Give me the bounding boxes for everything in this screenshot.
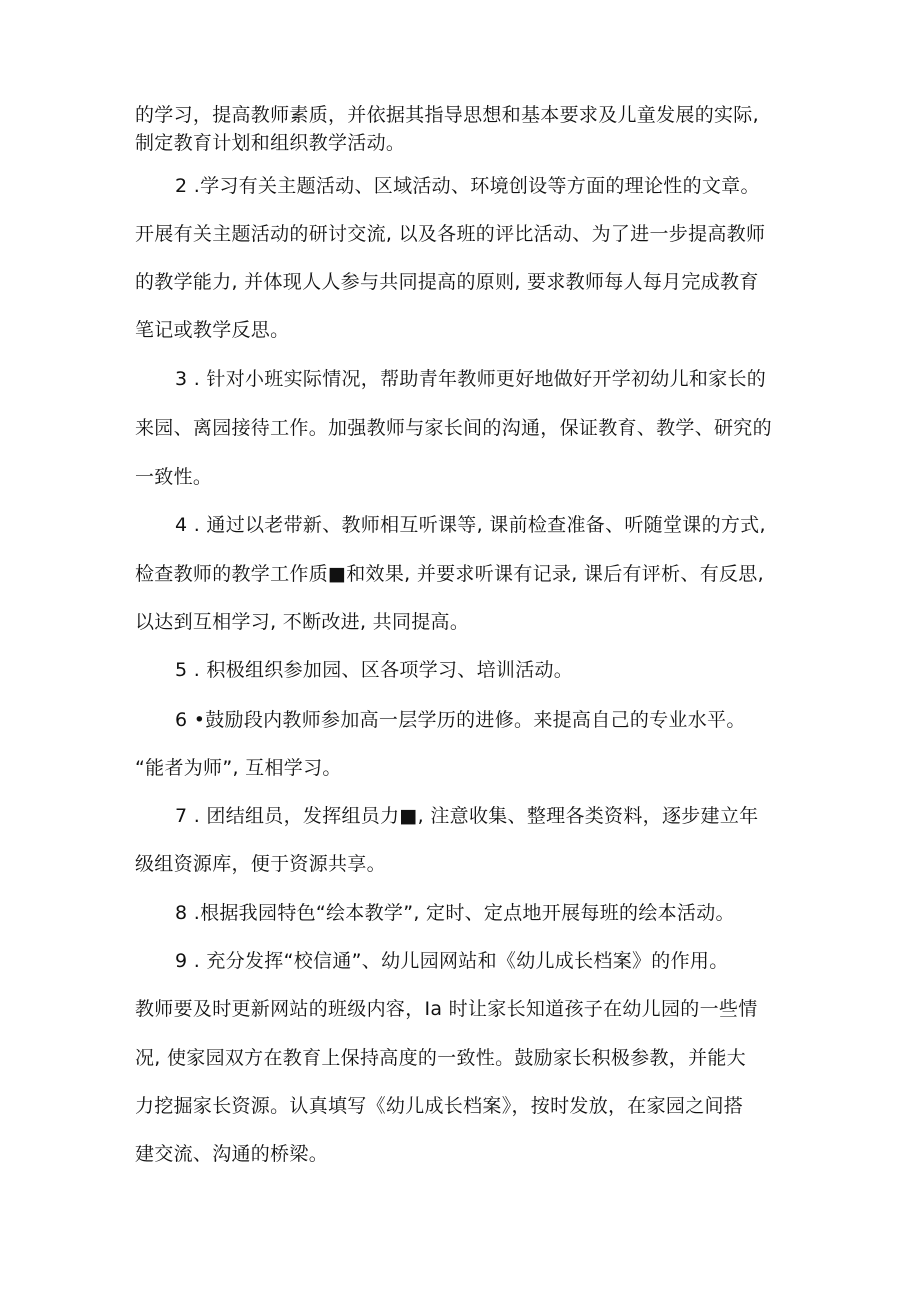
- paragraph-line: 的学习，提高教师素质，并依据其指导思想和基本要求及儿童发展的实际,: [135, 104, 759, 126]
- paragraph-line: 4 . 通过以老带新、教师相互听课等, 课前检查准备、听随堂课的方式,: [175, 514, 766, 536]
- paragraph-line: 3 . 针对小班实际情况，帮助青年教师更好地做好开学初幼儿和家长的: [175, 368, 767, 390]
- paragraph-line: 建交流、沟通的桥梁。: [135, 1143, 329, 1165]
- paragraph-line: 7 . 团结组员，发挥组员力■, 注意收集、整理各类资料，逐步建立年: [175, 805, 759, 827]
- paragraph-line: 的教学能力, 并体现人人参与共同提高的原则, 要求教师每人每月完成教育: [135, 271, 759, 293]
- paragraph-line: “能者为师”, 互相学习。: [135, 757, 342, 779]
- paragraph-line: 笔记或教学反思。: [135, 319, 290, 341]
- paragraph-line: 6 •鼓励段内教师参加高一层学历的进修。来提高自己的专业水平。: [175, 709, 746, 731]
- paragraph-line: 力挖掘家长资源。认真填写《幼儿成长档案》，按时发放，在家园之间搭: [135, 1095, 744, 1117]
- paragraph-line: 级组资源库，便于资源共享。: [135, 853, 386, 875]
- paragraph-line: 一致性。: [135, 466, 213, 488]
- paragraph-line: 5 . 积极组织参加园、区各项学习、培训活动。: [175, 659, 574, 681]
- paragraph-line: 以达到互相学习, 不断改进, 共同提高。: [135, 611, 470, 633]
- paragraph-line: 教师要及时更新网站的班级内容，Ia 时让家长知道孩子在幼儿园的一些情: [135, 998, 758, 1020]
- paragraph-line: 开展有关主题活动的研讨交流, 以及各班的评比活动、为了进一步提高教师: [135, 223, 766, 245]
- paragraph-line: 检查教师的教学工作质■和效果, 并要求听课有记录, 课后有评析、有反思,: [135, 563, 764, 585]
- paragraph-line: 8 .根据我园特色“绘本教学”, 定时、定点地开展每班的绘本活动。: [175, 902, 735, 924]
- paragraph-line: 况, 使家园双方在教育上保持高度的一致性。鼓励家长积极参教，并能大: [135, 1047, 746, 1069]
- paragraph-line: 来园、离园接待工作。加强教师与家长间的沟通，保证教育、教学、研究的: [135, 417, 772, 439]
- paragraph-line: 2 .学习有关主题活动、区域活动、环境创设等方面的理论性的文章。: [175, 175, 760, 197]
- paragraph-line: 制定教育计划和组织教学活动。: [135, 132, 406, 154]
- paragraph-line: 9 . 充分发挥“校信通”、幼儿园网站和《幼儿成长档案》的作用。: [175, 950, 729, 972]
